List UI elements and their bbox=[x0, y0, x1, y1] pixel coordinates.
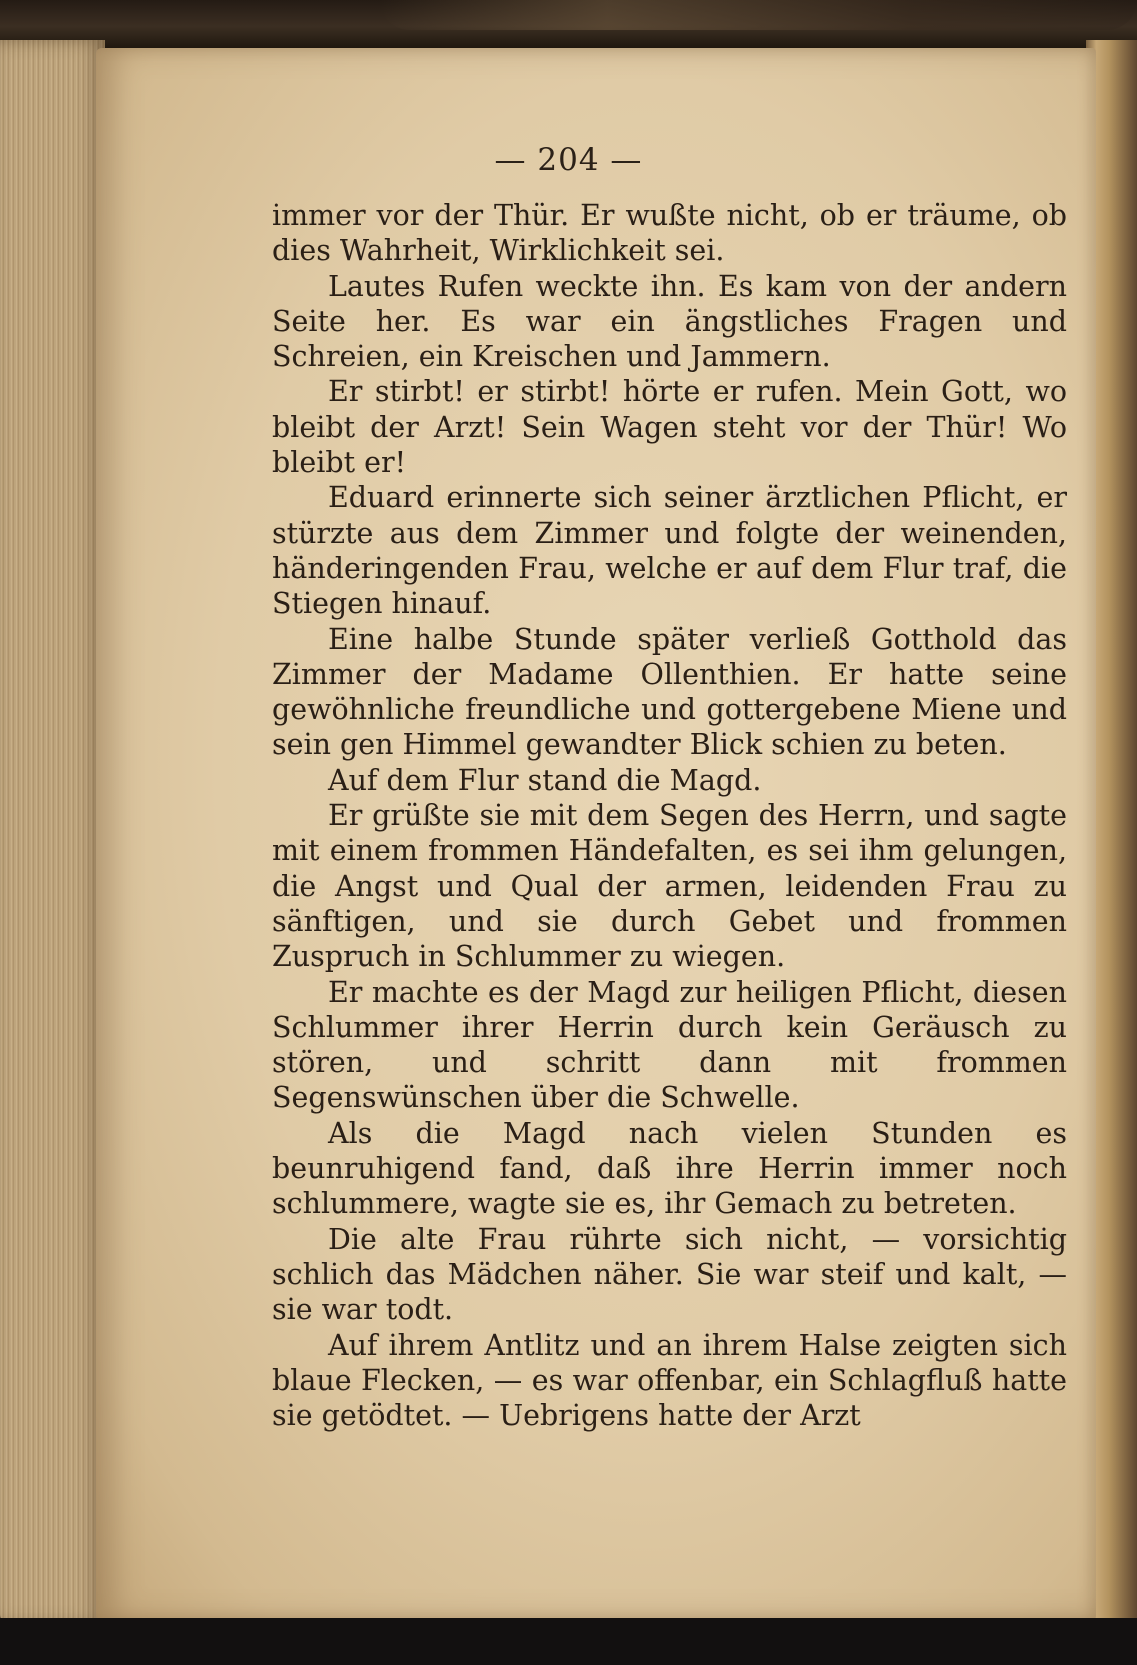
paragraph: Auf dem Flur stand die Magd. bbox=[328, 763, 762, 797]
paragraph: Auf ihrem Antlitz und an ihrem Halse zeigten sich blaue Flecken, — es war offenbar, ein Schlagfluß hatte sie getödtet. — Uebrigens hatte der Arzt bbox=[272, 1328, 1067, 1433]
paragraph: Er machte es der Magd zur heiligen Pflicht, diesen Schlummer ihrer Herrin durch kein Geräusch zu stören, und schritt dann mit frommen Segenswünschen über die Schwelle. bbox=[272, 975, 1067, 1115]
paragraph: Er grüßte sie mit dem Segen des Herrn, und sagte mit einem frommen Händefalten, es sei ihm gelungen, die Angst und Qual der armen, leidenden Frau zu sänftigen, und sie durch Gebet und frommen Zuspruch in Schlummer zu wiegen. bbox=[272, 799, 1067, 974]
book-binding-top bbox=[0, 0, 1137, 48]
paragraph: immer vor der Thür. Er wußte nicht, ob er träume, ob dies Wahrheit, Wirklichkeit sei. bbox=[272, 199, 1067, 268]
paragraph: Als die Magd nach vielen Stunden es beunruhigend fand, daß ihre Herrin immer noch schlummere, wagte sie es, ihr Gemach zu betreten. bbox=[272, 1116, 1067, 1221]
page-number: — 204 — bbox=[494, 142, 643, 178]
paragraph: Die alte Frau rührte sich nicht, — vorsichtig schlich das Mädchen näher. Sie war steif und kalt, — sie war todt. bbox=[272, 1222, 1067, 1327]
paragraph: Lautes Rufen weckte ihn. Es kam von der andern Seite her. Es war ein ängstliches Fragen und Schreien, ein Kreischen und Jammern. bbox=[272, 269, 1067, 374]
paragraph: Eine halbe Stunde später verließ Gotthold das Zimmer der Madame Ollenthien. Er hatte seine gewöhnliche freundliche und gottergebene Miene und sein gen Himmel gewandter Blick schien zu beten. bbox=[272, 622, 1067, 762]
bottom-shadow bbox=[0, 1618, 1137, 1665]
paragraph: Er stirbt! er stirbt! hörte er rufen. Mein Gott, wo bleibt der Arzt! Sein Wagen steht vor der Thür! Wo bleibt er! bbox=[272, 375, 1067, 480]
page-edges-stack bbox=[0, 40, 105, 1625]
page-body-text bbox=[272, 198, 1067, 1433]
paragraph: Eduard erinnerte sich seiner ärztlichen Pflicht, er stürzte aus dem Zimmer und folgte der weinenden, händeringenden Frau, welche er auf dem Flur traf, die Stiegen hinauf. bbox=[272, 481, 1067, 621]
